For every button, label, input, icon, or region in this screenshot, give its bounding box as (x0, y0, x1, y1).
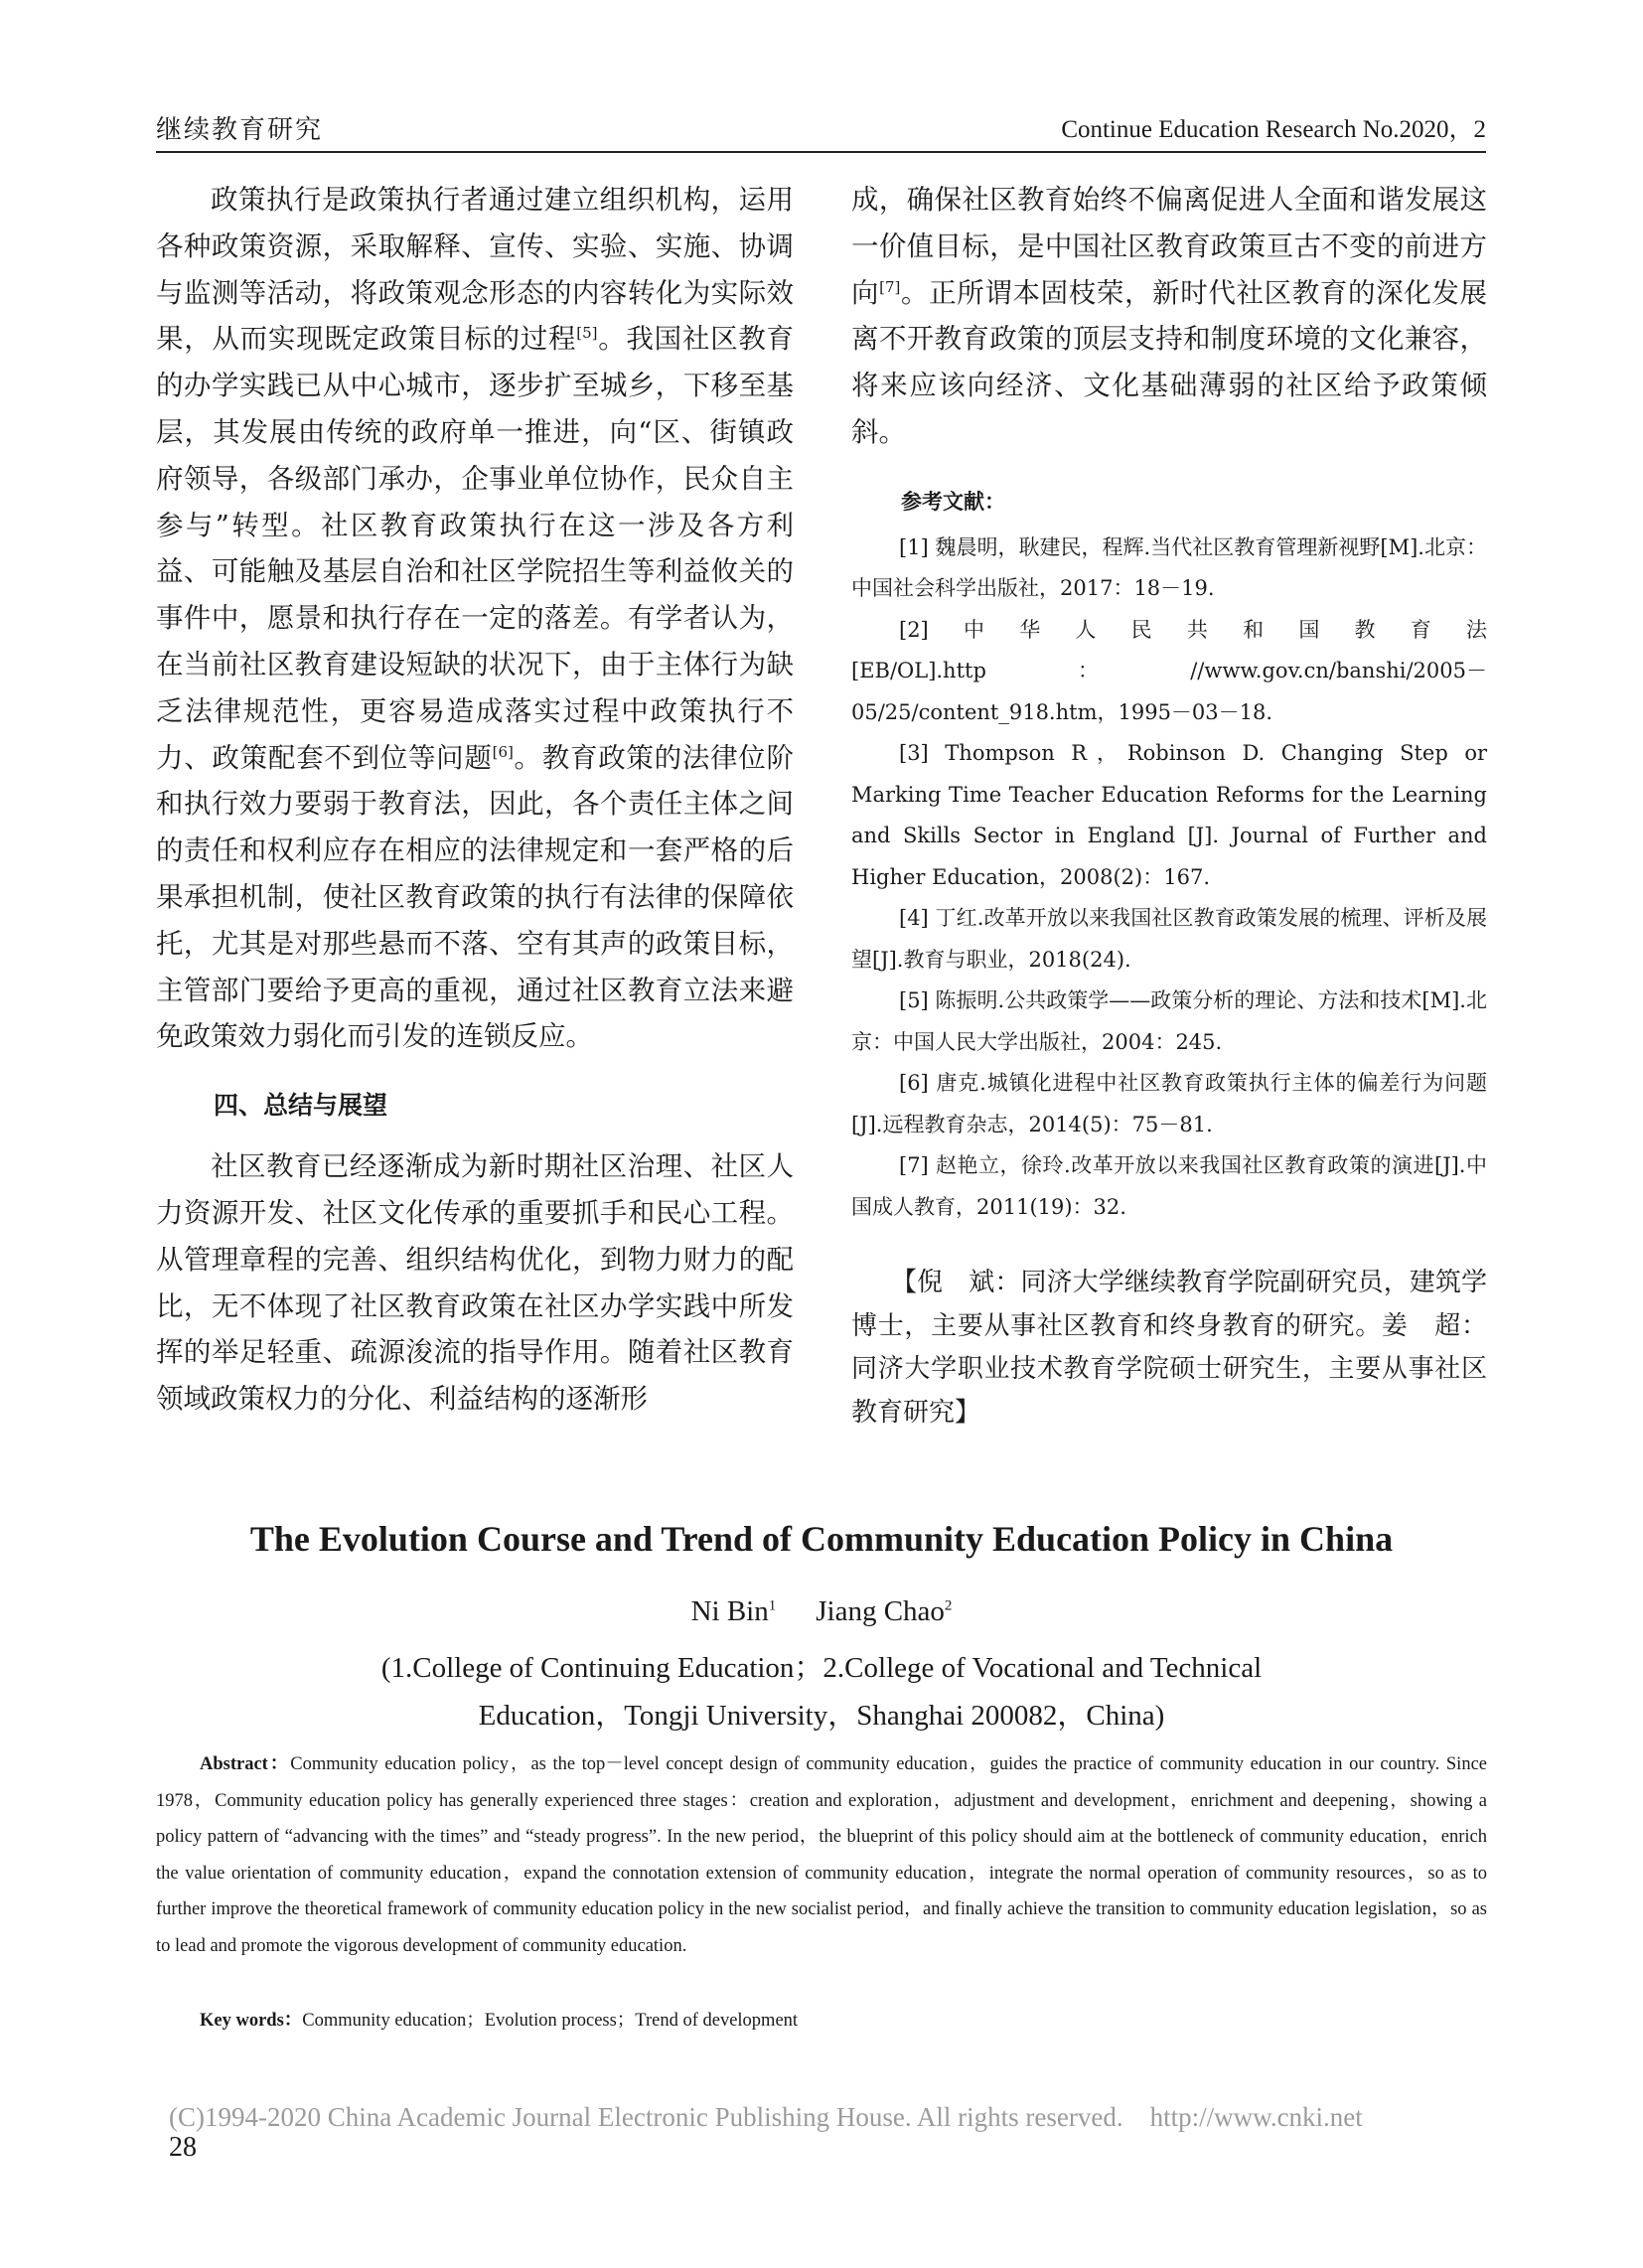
reference-item: [3] Thompson R，Robinson D. Changing Step or Marking Time Teacher Education Reforms for the Learning and Skills Sector in England [J]. Journal of Further and Higher Education，2008(2)：167. (851, 741, 1487, 889)
body-paragraph-continued (851, 177, 1487, 456)
citation-7: [7] (879, 277, 901, 296)
page-number: 28 (169, 2132, 197, 2163)
affiliation-line: Education，Tongji University，Shanghai 200082，China) (478, 1700, 1165, 1732)
keywords-label: Key words： (200, 2011, 303, 2031)
english-title: The Evolution Course and Trend of Community Education Policy in China (249, 1519, 1394, 1559)
citation-5: [5] (576, 324, 598, 343)
body-paragraph-conclusion: 社区教育已经逐渐成为新时期社区治理、社区人力资源开发、社区文化传承的重要抓手和民心工程。从管理章程的完善、组织结构优化，到物力财力的配比，无不体现了社区教育政策在社区办学实践中所发挥的举足轻重、疏源浚流的指导作用。随着社区教育领域政策权力的分化、利益结构的逐渐形 (156, 1150, 794, 1416)
journal-issue-en: Continue Education Research No.2020，2 (1061, 116, 1486, 143)
english-authors (0, 1595, 1643, 1628)
journal-title-cn: 继续教育研究 (156, 115, 324, 145)
english-keywords (200, 2006, 798, 2032)
reference-item: [5] 陈振明.公共政策学——政策分析的理论、方法和技术[M].北京：中国人民大学出版社，2004：245. (851, 988, 1487, 1054)
reference-item: [2]中华人民共和国教育法[EB/OL].http：//www.gov.cn/banshi/2005－05/25/content_918.htm，1995－03－18. (851, 617, 1487, 724)
english-affiliations (258, 1644, 1385, 1739)
body-paragraph-policy-execution (156, 177, 794, 1060)
reference-item: [4] 丁红.改革开放以来我国社区教育政策发展的梳理、评析及展望[J].教育与职业，2018(24). (851, 906, 1487, 972)
english-abstract (156, 1746, 1487, 1965)
right-column (851, 177, 1487, 1435)
paragraph-text: 成，确保社区教育始终不偏离促进人全面和谐发展这一价值目标，是中国社区教育政策亘古不变的前进方向 (851, 184, 1487, 309)
abstract-text: Community education policy，as the top－level concept design of community education，guides the practice of community education in our country. Since 1978，Community education policy has generally experienced three stages：creation and exploration，adjustment and development，enrichment and deepening，showing a policy pattern of “advancing with the times” and “steady progress”. In the new period，the blueprint of this policy should aim at the bottleneck of community education，enrich the value orientation of community education，expand the connotation extension of community education，integrate the normal operation of community resources，so as to further improve the theoretical framework of community education policy in the new socialist period，and finally achieve the transition to community education legislation，so as to lead and promote the vigorous development of community education. (156, 1754, 1487, 1956)
abstract-label: Abstract： (200, 1754, 291, 1774)
header-divider (156, 151, 1486, 153)
copyright-notice: (C)1994-2020 China Academic Journal Electronic Publishing House. All rights reserved. http://www.cnki.net (169, 2102, 1363, 2132)
author-bio: 【倪 斌：同济大学继续教育学院副研究员，建筑学博士，主要从事社区教育和终身教育的研究。姜 超：同济大学职业技术教育学院硕士研究生，主要从事社区教育研究】 (851, 1268, 1487, 1428)
reference-item: [1] 魏晨明，耿建民，程辉.当代社区教育管理新视野[M].北京：中国社会科学出版社，2017：18－19. (851, 534, 1487, 601)
paragraph-text: 。教育政策的法律位阶和执行效力要弱于教育法，因此，各个责任主体之间的责任和权利应存在相应的法律规定和一套严格的后果承担机制，使社区教育政策的执行有法律的保障依托，尤其是对那些悬而不落、空有其声的政策目标，主管部门要给予更高的重视，通过社区教育立法来避免政策效力弱化而引发的连锁反应。 (156, 741, 795, 1053)
references-list (851, 528, 1487, 1229)
paragraph-text: 。正所谓本固枝荣，新时代社区教育的深化发展离不开教育政策的顶层支持和制度环境的文化兼容，将来应该向经济、文化基础薄弱的社区给予政策倾斜。 (851, 276, 1487, 448)
author-affiliation-mark: 1 (768, 1597, 777, 1614)
author-name: Jiang Chao (816, 1595, 945, 1627)
citation-6: [6] (492, 742, 514, 761)
affiliation-line: (1.College of Continuing Education；2.College of Vocational and Technical (380, 1652, 1263, 1684)
paragraph-text: 政策执行是政策执行者通过建立组织机构，运用各种政策资源，采取解释、宣传、实验、实施、协调与监测等活动，将政策观念形态的内容转化为实际效果，从而实现既定政策目标的过程 (156, 184, 794, 356)
keywords-text: Community education；Evolution process；Trend of development (302, 2011, 799, 2031)
reference-item: [7] 赵艳立，徐玲.改革开放以来我国社区教育政策的演进[J].中国成人教育，2011(19)：32. (851, 1153, 1487, 1219)
author-affiliation-mark: 2 (944, 1597, 953, 1614)
left-column (156, 177, 794, 1423)
references-heading: 参考文献： (901, 489, 1005, 514)
author-name: Ni Bin (690, 1595, 769, 1627)
section-heading-conclusion: 四、总结与展望 (214, 1091, 388, 1121)
paragraph-text: 。我国社区教育的办学实践已从中心城市，逐步扩至城乡，下移至基层，其发展由传统的政府单一推进，向“区、街镇政府领导，各级部门承办，企事业单位协作，民众自主参与”转型。社区教育政策执行在这一涉及各方利益、可能触及基层自治和社区学院招生等利益攸关的事件中，愿景和执行存在一定的落差。有学者认为，在当前社区教育建设短缺的状况下，由于主体行为缺乏法律规范性，更容易造成落实过程中政策执行不力、政策配套不到位等问题 (156, 323, 795, 774)
reference-item: [6] 唐克.城镇化进程中社区教育政策执行主体的偏差行为问题[J].远程教育杂志，2014(5)：75－81. (851, 1071, 1487, 1136)
